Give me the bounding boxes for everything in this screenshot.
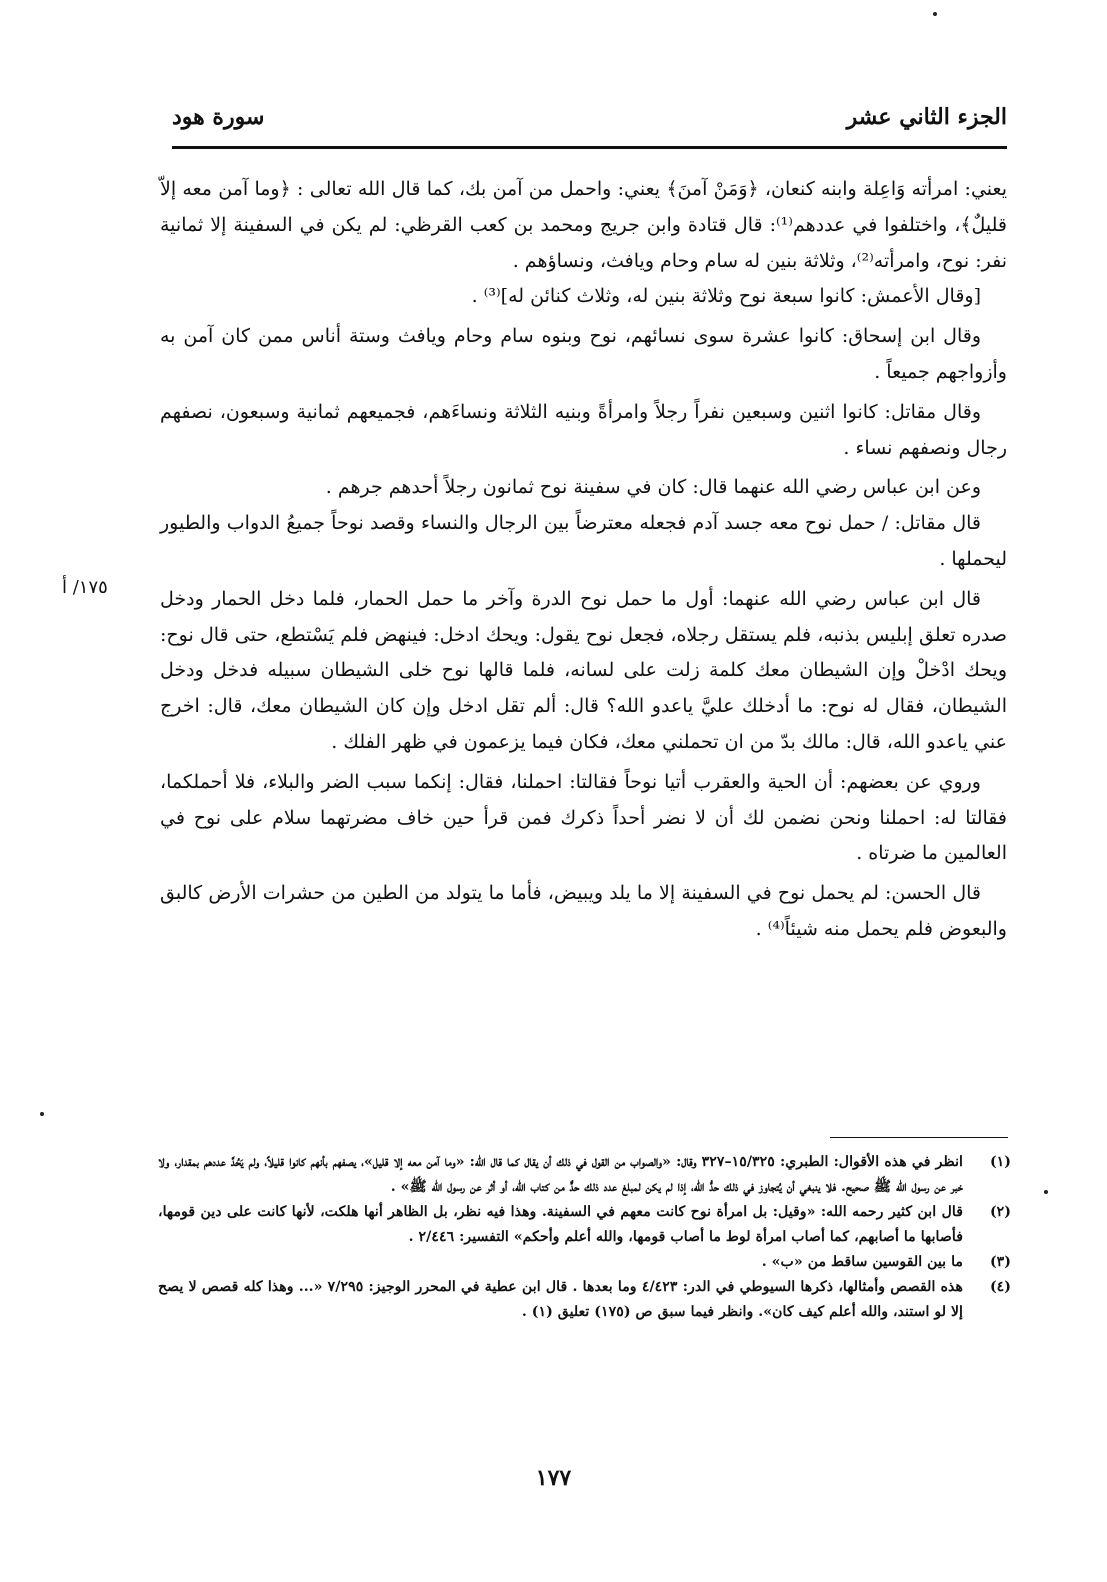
footnote-number: (٣) — [989, 1254, 1011, 1270]
paragraph: [وقال الأعمش: كانوا سبعة نوح وثلاثة بنين له، وثلاث كنائن له]⁽³⁾ . — [471, 285, 981, 308]
main-text — [160, 172, 1007, 948]
scan-speck — [40, 1112, 44, 1116]
footnote-text: انظر في هذه الأقوال: الطبري: ١٥/٣٢٥–٣٢٧ وقال: «والصواب من القول في ذلك أن يقال كما قال الله: «وما آمن معه إلا قليل»، يصفهم بأنهم كانوا قليلاً، ولم يَحُدَّ عددهم بمقدار، ولا خبر عن رسول الله ﷺ صحيح. فلا ينبغي أن يُتجاوز في ذلك حدُّ الله، إذا لم يكن لمبلغ عدد ذلك حدٌّ من كتاب الله، أو أثر عن رسول الله ﷺ» . — [158, 1154, 963, 1195]
paragraph: قال الحسن: لم يحمل نوح في السفينة إلا ما يلد ويبيض، فأما ما يتولد من الطين من حشرات الأرض كالبق والبعوض فلم يحمل منه شيئاً⁽⁴⁾ . — [160, 882, 1007, 940]
paragraph: قال ابن عباس رضي الله عنهما: أول ما حمل نوح الدرة وآخر ما حمل الحمار، فلما دخل الحمار ودخل صدره تعلق إبليس بذنبه، فلم يستقل رجلاه، فجعل نوح يقول: ويحك ادخل: فينهض فلم يَسْتطع، حتى قال نوح: ويحك ادْخلْ وإن الشيطان معك كلمة زلت على لسانه، فلما قالها نوح خلى الشيطان سبيله فدخل ودخل الشيطان، فقال له نوح: ما أدخلك عليَّ ياعدو الله؟ قال: ألم تقل ادخل وإن كان الشيطان معك، قال: اخرج عني ياعدو الله، قال: مالك بدّ من ان تحملني معك، فكان فيما يزعمون في ظهر الفلك . — [160, 587, 1007, 753]
scan-speck — [933, 12, 937, 16]
footnote — [158, 1200, 1011, 1250]
paragraph: وعن ابن عباس رضي الله عنهما قال: كان في سفينة نوح ثمانون رجلاً أحدهم جرهم . — [325, 476, 981, 499]
footnote — [158, 1275, 1011, 1325]
page-number: ١٧٧ — [535, 1465, 572, 1491]
paragraph: قال مقاتل: / حمل نوح معه جسد آدم فجعله معترضاً بين الرجال والنساء وقصد نوحاً جميعُ الدواب والطيور ليحملها . — [160, 512, 1007, 570]
paragraph: يعني: امرأته وَاعِلة وابنه كنعان، ﴿وَمَنْ آمنَ﴾ يعني: واحمل من آمن بك، كما قال الله تعالى : ﴿وما آمن معه إلاّ قليلٌ﴾، واختلفوا في عددهم⁽¹⁾: قال قتادة وابن جريج ومحمد بن كعب القرظي: لم يكن في السفينة إلا ثمانية نفر: نوح، وامرأته⁽²⁾، وثلاثة بنين له سام وحام ويافث، ونساؤهم . — [160, 178, 1007, 272]
footnote-text: قال ابن كثير رحمه الله: «وقيل: بل امرأة نوح كانت معهم في السفينة. وهذا فيه نظر، بل الظاهر أنها هلكت، لأنها كانت على دين قومها، فأصابها ما أصابهم، كما أصاب امرأة لوط ما أصاب قومها، والله أعلم وأحكم» التفسير: ٢/٤٤٦ . — [158, 1204, 963, 1245]
scan-speck — [1044, 1190, 1048, 1194]
footnotes — [158, 1150, 1011, 1325]
footnote-text: هذه القصص وأمثالها، ذكرها السيوطي في الدر: ٤/٤٢٣ وما بعدها . قال ابن عطية في المحرر الوجيز: ٧/٢٩٥ «... وهذا كله قصص لا يصح إلا لو استند، والله أعلم كيف كان». وانظر فيما سبق ص (١٧٥) تعليق (١) . — [158, 1279, 963, 1320]
footnote-number: (٤) — [989, 1279, 1011, 1295]
header-part: الجزء الثاني عشر — [846, 104, 1007, 130]
footnote-rule — [830, 1137, 1008, 1138]
footnote-text: ما بين القوسين ساقط من «ب» . — [761, 1254, 963, 1270]
running-header — [172, 98, 1007, 136]
paragraph: وقال مقاتل: كانوا اثنين وسبعين نفراً رجلاً وامرأةً وبنيه الثلاثة ونساءَهم، فجميعهم ثمانية وسبعون، نصفهم رجال ونصفهم نساء . — [160, 400, 1007, 459]
paragraph: وروي عن بعضهم: أن الحية والعقرب أتيا نوحاً فقالتا: احملنا، فقال: إنكما سبب الضر والبلاء، فلا أحملكما، فقالتا له: احملنا ونحن نضمن لك أن لا نضر أحداً ذكرك فمن قرأ حين خاف مضرتهما سلام على نوح في العالمين ما ضرتاه . — [160, 770, 1007, 865]
footnote — [158, 1150, 1011, 1200]
paragraph: وقال ابن إسحاق: كانوا عشرة سوى نسائهم، نوح وبنوه سام وحام ويافث وستة أناس ممن كان آمن به وأزواجهم جميعاً . — [160, 325, 1007, 383]
footnote-number: (٢) — [989, 1204, 1011, 1220]
header-rule — [172, 146, 1007, 149]
footnote — [158, 1250, 1011, 1275]
footnote-number: (١) — [989, 1154, 1011, 1170]
header-surah: سورة هود — [172, 104, 265, 130]
manuscript-folio-note: ١٧٥/ أ — [62, 577, 108, 598]
